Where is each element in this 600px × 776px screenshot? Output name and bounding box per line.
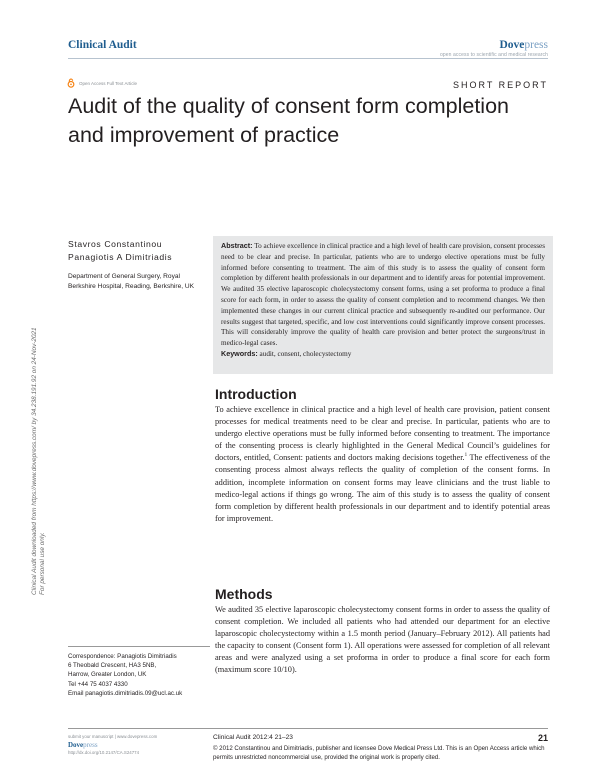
methods-heading: Methods <box>215 586 273 602</box>
publisher-brand[interactable] <box>440 39 548 58</box>
copyright-notice: © 2012 Constantinou and Dimitriadis, publisher and licensee Dove Medical Press Ltd. This is an Open Access article which permits unrestricted noncommercial use, provided the original work is properly cited. <box>213 745 545 761</box>
submit-link[interactable]: submit your manuscript | www.dovepress.com <box>68 734 158 739</box>
open-access-label: Open Access Full Text Article <box>79 80 137 86</box>
author-name: Panagiotis A Dimitriadis <box>68 252 173 262</box>
brand-bold: Dove <box>499 39 525 51</box>
correspondence-rule <box>68 646 210 647</box>
abstract-box <box>213 236 553 374</box>
author-name: Stavros Constantinou <box>68 239 163 249</box>
abstract-text: To achieve excellence in clinical practice and a high level of health care provision, consent processes need to be clear and precise. In particular, patients who are to undergo elective operations must be fully informed before consenting to treatment. The aim of this study is to assess the quality of consent form completion by different health professionals in our department and to identify areas for potential improvement. We audited 35 elective laparoscopic cholecystectomy consent forms, using a set proforma to produce a final score for each form, in order to assess the quality of consent completion and to recommend changes. We then implemented these changes in our current clinical practice and subsequently re-audited our performance. Our results suggest that targeted, specific, and low cost interventions could significantly improve consent processes. This will considerably improve the quality of health care provision and better protect the surgeons/trust in medico-legal cases. <box>221 242 545 348</box>
keywords-text: audit, consent, cholecystectomy <box>259 349 352 358</box>
publisher-tagline: open access to scientific and medical research <box>440 52 548 58</box>
introduction-text-a: To achieve excellence in clinical practice and a high level of health care provision, patient consent processes for medical treatments need to be clear and precise. In particular, patients who are to undergo elective operations must be fully informed before consenting to treatment. The importance of the consenting process is clearly highlighted in the General Medical Council’s guidelines for doctors, entitled, Consent: patients and doctors making decisions together. <box>215 405 550 463</box>
footer-rule <box>68 728 548 729</box>
correspondence-block <box>68 652 210 698</box>
correspondence-line: 6 Theobald Crescent, HA3 5NB, <box>68 662 157 670</box>
introduction-paragraph <box>215 404 550 525</box>
introduction-heading: Introduction <box>215 386 297 402</box>
page-number: 21 <box>537 733 548 743</box>
open-access-icon <box>66 78 76 88</box>
footer-brand-bold: Dove <box>68 741 84 749</box>
abstract-label: Abstract: <box>221 241 253 250</box>
article-type: SHORT REPORT <box>452 80 548 90</box>
brand-light: press <box>524 39 548 51</box>
methods-paragraph: We audited 35 elective laparoscopic cholecystectomy consent forms in order to assess the quality of consent completion. We included all patients who had attended our department for an elective laparoscopic cholecystectomy within a 1.5 month period (January–February 2012). All patients had the capacity to consent (Consent form 1). All operations were assessed for completion of all relevant areas and were analyzed using a set proforma in order to produce a final score for each form (maximum score 10/10). <box>215 605 550 675</box>
open-access-badge <box>66 78 137 88</box>
side-note-line-2: For personal use only. <box>39 532 46 595</box>
correspondence-line: Harrow, Greater London, UK <box>68 671 147 679</box>
reference-link[interactable]: 1 <box>464 453 468 459</box>
correspondence-email[interactable]: Email panagiotis.dimitriadis.09@ucl.ac.uk <box>68 689 183 697</box>
doi-link[interactable]: http://dx.doi.org/10.2147/CA.S24774 <box>68 750 140 755</box>
side-note-text <box>31 177 47 595</box>
article-title: Audit of the quality of consent form completion and improvement of practice <box>68 94 509 147</box>
side-note-line-1: Clinical Audit downloaded from https://www.dovepress.com/ by 34.238.191.92 on 24-Nov-2021 <box>31 327 38 595</box>
footer-citation: Clinical Audit 2012:4 21–23 <box>213 734 293 741</box>
footer-logo[interactable] <box>68 742 157 748</box>
header-rule <box>68 58 548 59</box>
footer-publisher <box>68 734 157 756</box>
author-affiliation: Department of General Surgery, Royal Berkshire Hospital, Reading, Berkshire, UK <box>68 273 195 290</box>
keywords-label: Keywords: <box>221 348 258 358</box>
author-list <box>68 238 172 264</box>
publisher-logo <box>440 39 548 51</box>
correspondence-line: Correspondence: Panagiotis Dimitriadis <box>68 653 177 660</box>
download-side-note <box>22 177 56 597</box>
journal-name: Clinical Audit <box>68 39 137 51</box>
introduction-text-b: The effectiveness of the consenting process almost always reflects the quality of completion of the consent forms. In addition, incomplete information on consent forms may leave clinicians and the trust liable to medico-legal actions if things go wrong. The aim of this study is to assess the quality of consent form completion by different health professionals in our department and to identify potential areas for improvement. <box>215 453 550 523</box>
correspondence-line: Tel +44 75 4037 4330 <box>68 680 128 688</box>
footer-brand-light: press <box>83 741 98 749</box>
